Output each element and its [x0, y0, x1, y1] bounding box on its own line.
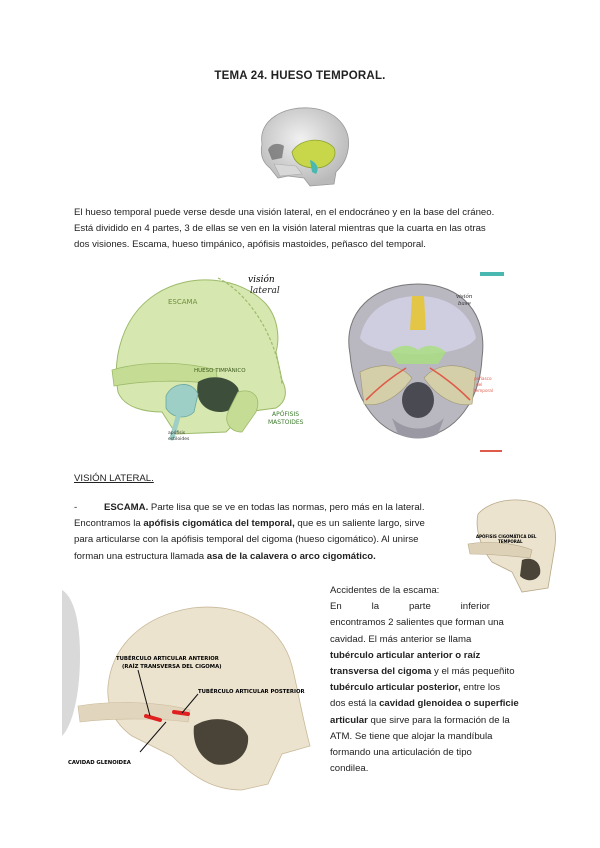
mastoides-label-2: MASTOIDES: [268, 419, 304, 426]
escama-line-1: [74, 500, 454, 516]
escama-paragraph: [74, 500, 454, 565]
acc-line: encontramos 2 salientes que forman una: [330, 617, 504, 629]
acc-line: cavidad. El más anterior se llama: [330, 633, 472, 645]
acc-word: la: [371, 601, 380, 613]
escama-heading: ESCAMA.: [104, 502, 149, 513]
intro-paragraph: [74, 205, 528, 253]
red-marker: [480, 450, 502, 452]
acc-line: [330, 680, 530, 696]
cavidad-glenoidea-label: CAVIDAD GLENOIDEA: [68, 760, 131, 766]
acc-line: Accidentes de la escama:: [330, 585, 440, 596]
page-title: TEMA 24. HUESO TEMPORAL.: [214, 70, 386, 82]
tuberculo-anterior-label-2: (RAÍZ TRANSVERSA DEL CIGOMA): [122, 664, 222, 670]
escama-text: Encontramos la: [74, 518, 144, 530]
cavidad-glenoidea-term: cavidad glenoidea o superficie: [379, 698, 519, 710]
escama-line-4: [74, 549, 454, 565]
apofisis-cigomatica-term: apófisis cigomática del temporal,: [143, 518, 295, 530]
estiloides-label-1: apófisis: [168, 431, 186, 436]
lateral-handwritten-2: lateral: [250, 286, 280, 296]
tuberculo-anterior-term: tubérculo articular anterior o raíz: [330, 649, 481, 661]
acc-line: condilea.: [330, 763, 369, 775]
acc-text: entre los: [460, 682, 501, 694]
skull-lateral-figure: [244, 102, 356, 190]
tuberculo-posterior-label: TUBÉRCULO ARTICULAR POSTERIOR: [198, 689, 305, 695]
acc-line: [330, 599, 490, 615]
escama-label: ESCAMA: [168, 298, 198, 306]
escama-text: forman una estructura llamada: [74, 550, 207, 562]
lateral-handwritten-1: visión: [248, 275, 275, 285]
acc-line: [330, 696, 530, 712]
timpanico-label: HUESO TIMPÁNICO: [194, 368, 246, 374]
accidentes-paragraph: [330, 583, 530, 777]
acc-line: ATM. Se tiene que alojar la mandíbula: [330, 730, 493, 742]
section-heading: VISIÓN LATERAL.: [74, 473, 154, 484]
raiz-transversa-term: transversa del cigoma: [330, 666, 432, 678]
intro-line: dos visiones. Escama, hueso timpánico, apófisis mastoides, peñasco del temporal.: [74, 239, 426, 250]
intro-line: El hueso temporal puede verse desde una visión lateral, en el endocráneo y en la base del cráneo.: [74, 207, 495, 218]
penasco-label-1: peñasco: [474, 376, 492, 381]
skull-base-figure: [330, 268, 506, 454]
acc-word: parte: [408, 601, 431, 613]
acc-text: dos está la: [330, 698, 380, 710]
bullet: -: [74, 502, 78, 513]
estiloides-label-2: estiloides: [168, 437, 190, 442]
articular-tubercles-figure: [62, 586, 324, 794]
escama-text: que es un saliente largo, sirve: [294, 518, 425, 530]
acc-text: y el más pequeñito: [431, 666, 515, 678]
escama-text: Parte lisa que se ve en todas las normas, pero más en la lateral.: [148, 502, 425, 513]
tuberculo-posterior-term: tubérculo articular posterior,: [330, 682, 461, 694]
penasco-label-2: del: [476, 382, 483, 387]
escama-line-3: para articularse con la apófisis temporal del cigoma (hueso cigomático). Al unirse: [74, 534, 419, 546]
penasco-label-3: temporal: [474, 388, 493, 393]
teal-marker: [480, 272, 504, 276]
asa-calavera-term: asa de la calavera o arco cigomático.: [206, 550, 376, 562]
base-label-1: visión: [456, 294, 473, 300]
acc-word: En: [330, 601, 342, 613]
temporal-lateral-figure: [106, 262, 316, 447]
acc-line: formando una articulación de tipo: [330, 747, 472, 759]
tuberculo-anterior-label-1: TUBÉRCULO ARTICULAR ANTERIOR: [116, 656, 219, 662]
acc-line: [330, 664, 530, 680]
escama-line-2: [74, 516, 454, 532]
mastoides-label-1: APÓFISIS: [272, 411, 300, 418]
articular-term: articular: [330, 714, 368, 726]
small-label-1: APÓFISIS CIGOMÁTICA DEL: [476, 534, 537, 539]
intro-line: Está dividido en 4 partes, 3 de ellas se ven en la visión lateral mientras que la cuarta en las otras: [74, 223, 486, 234]
small-label-2: TEMPORAL: [498, 539, 523, 544]
acc-line: [330, 648, 530, 664]
zygomatic-process-figure: [462, 492, 560, 596]
base-label-2: base: [458, 301, 471, 307]
acc-line: [330, 713, 530, 729]
acc-text: que sirve para la formación de la: [367, 714, 510, 726]
acc-word: inferior: [460, 601, 490, 613]
